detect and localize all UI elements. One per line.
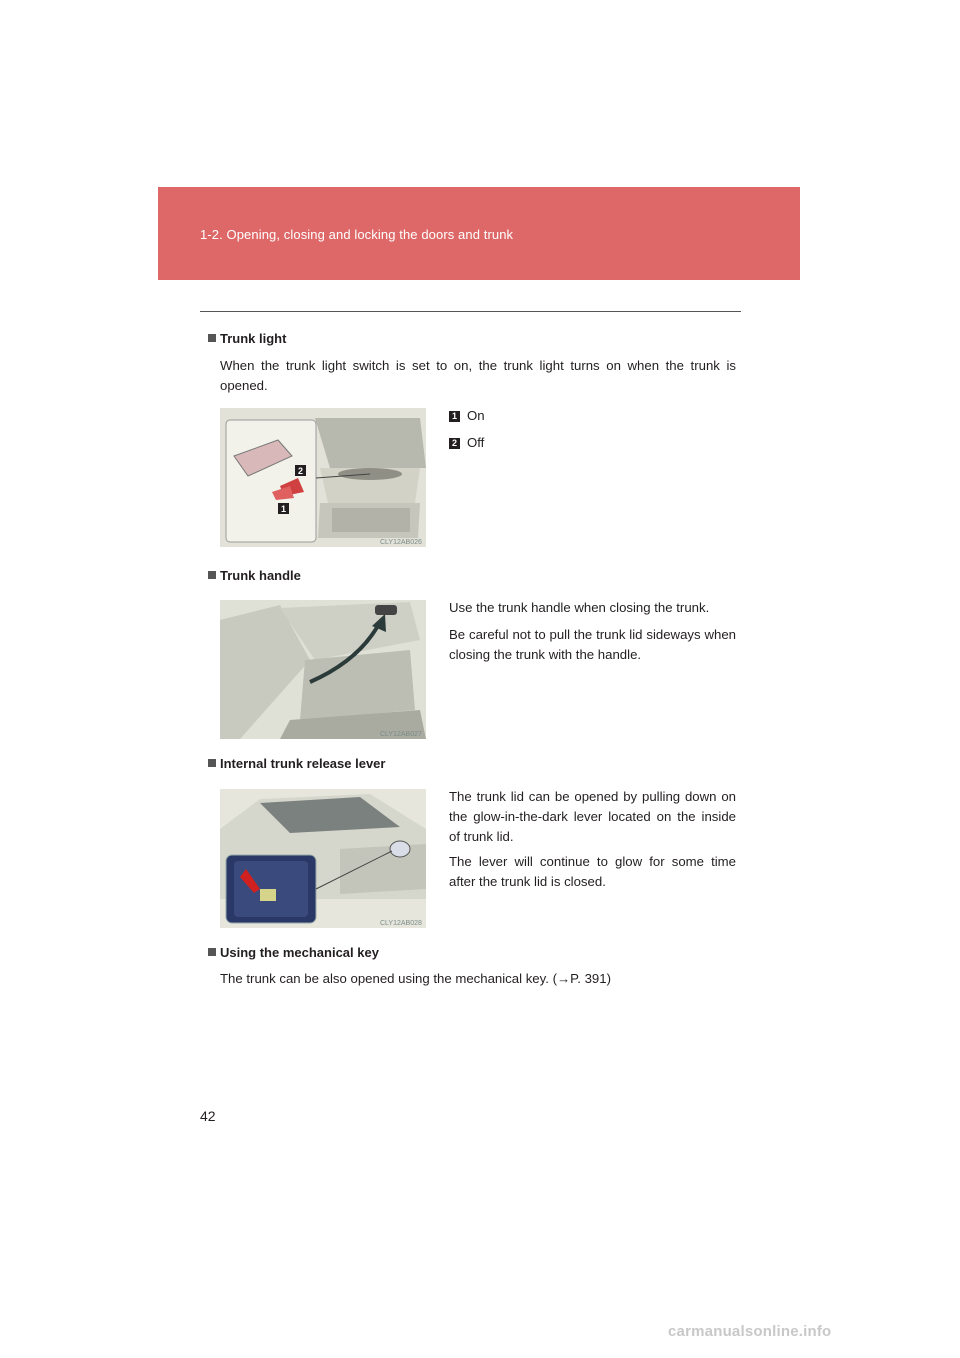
internal-release-title: Internal trunk release lever [220, 756, 386, 771]
divider-rule [200, 311, 741, 312]
trunk-light-heading [208, 331, 286, 346]
legend-label-on: On [467, 408, 485, 423]
internal-release-paragraph-2: The lever will continue to glow for some time after the trunk lid is closed. [449, 854, 736, 889]
internal-release-figure-code: CLY12AB028 [380, 920, 422, 927]
legend-item-on [449, 408, 485, 423]
legend-label-off: Off [467, 435, 485, 450]
legend-num-2: 2 [449, 438, 460, 449]
trunk-handle-figure [220, 600, 426, 739]
trunk-light-description: When the trunk light switch is set to on, the trunk light turns on when the trunk is opened. [220, 358, 736, 393]
internal-release-figure [220, 789, 426, 928]
trunk-light-figure [220, 408, 426, 547]
legend-num-1: 1 [449, 411, 460, 422]
trunk-handle-paragraph-2: Be careful not to pull the trunk lid sideways when closing the trunk with the handle. [449, 627, 736, 662]
internal-release-paragraph-1: The trunk lid can be opened by pulling down on the glow-in-the-dark lever located on the inside of trunk lid. [449, 789, 736, 844]
svg-text:1: 1 [280, 504, 287, 514]
watermark: carmanualsonline.info [668, 1323, 832, 1340]
trunk-light-figure-code: CLY12AB026 [380, 539, 422, 546]
internal-release-heading [208, 756, 385, 771]
trunk-handle-paragraph-1: Use the trunk handle when closing the trunk. [449, 600, 710, 615]
legend-item-off [449, 435, 484, 450]
bullet-square-icon [208, 334, 216, 342]
page-number: 42 [200, 1108, 216, 1124]
bullet-square-icon [208, 759, 216, 767]
bullet-square-icon [208, 948, 216, 956]
mechanical-key-heading [208, 945, 379, 960]
section-header-band [158, 187, 800, 280]
section-header-title: 1-2. Opening, closing and locking the doors and trunk [200, 227, 514, 242]
mechanical-key-title: Using the mechanical key [220, 945, 379, 960]
trunk-handle-title: Trunk handle [220, 568, 301, 583]
svg-text:2: 2 [297, 466, 304, 476]
trunk-light-title: Trunk light [220, 331, 287, 346]
trunk-handle-heading [208, 568, 301, 583]
mechanical-key-description: The trunk can be also opened using the mechanical key. (→P. 391) [220, 971, 611, 986]
trunk-handle-figure-code: CLY12AB027 [380, 731, 422, 738]
bullet-square-icon [208, 571, 216, 579]
